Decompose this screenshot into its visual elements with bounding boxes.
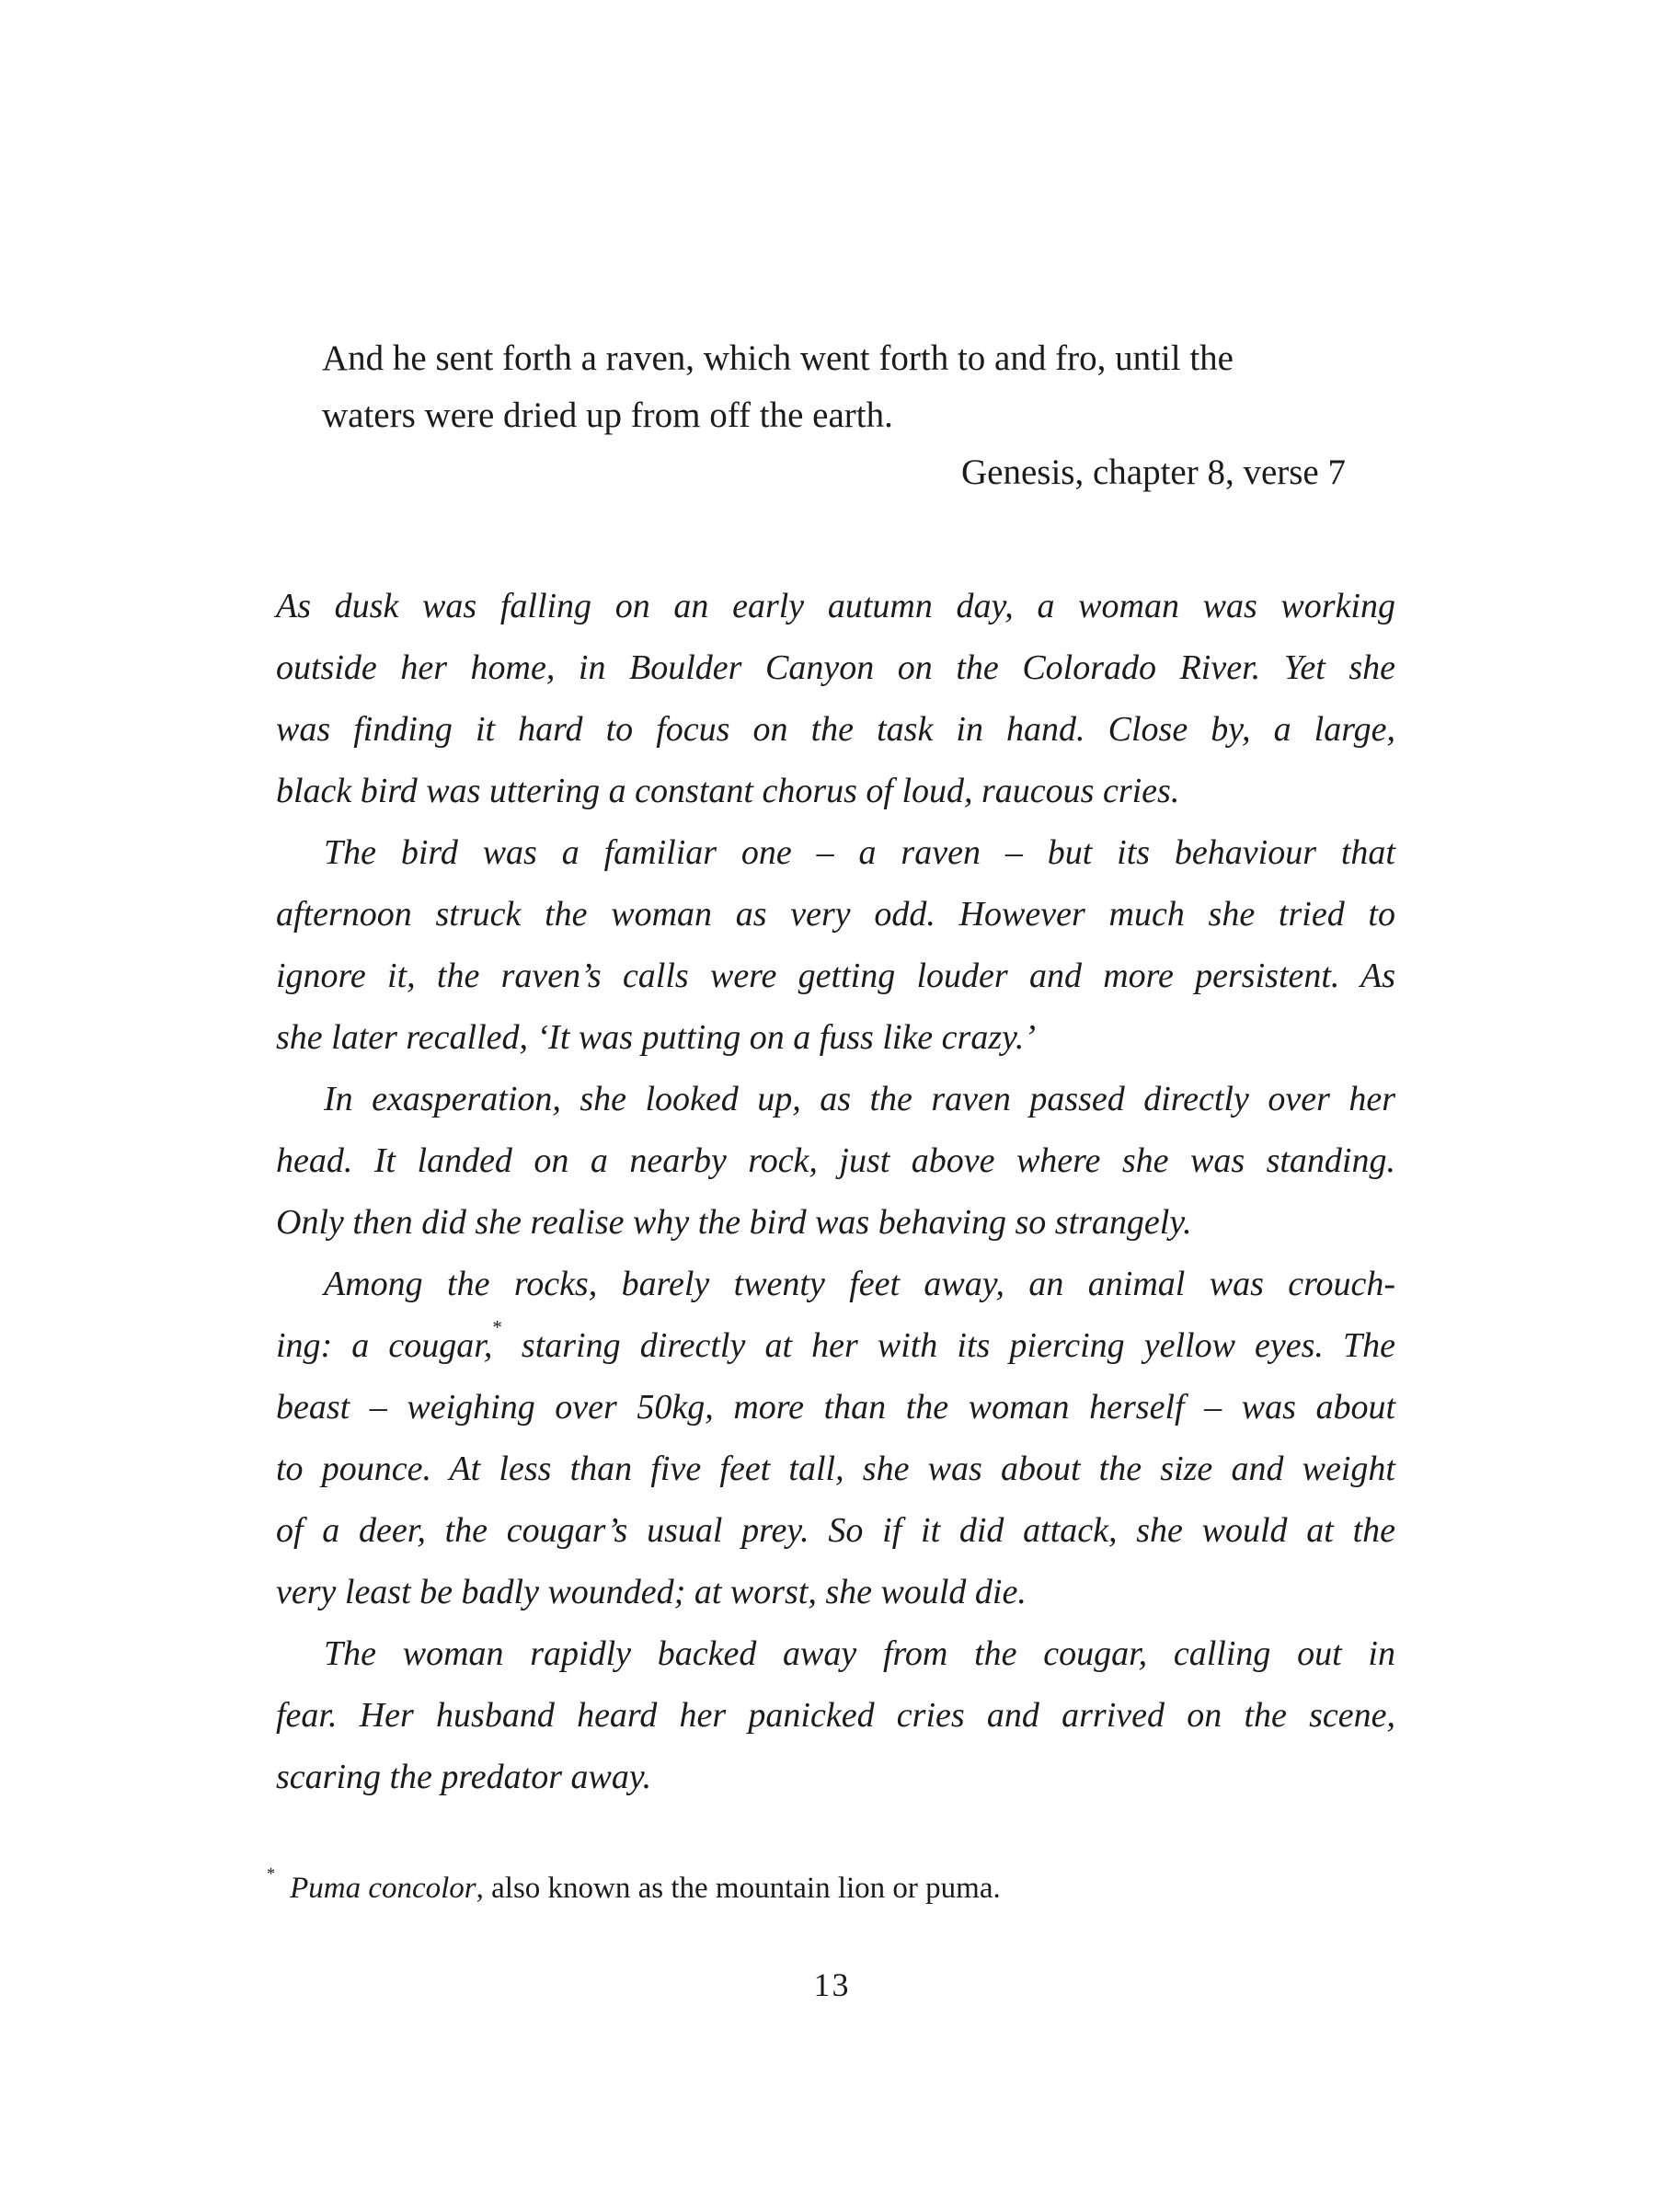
body-line: scaring the predator away. <box>276 1758 652 1796</box>
footnote <box>267 1863 1395 1909</box>
epigraph <box>322 330 1395 501</box>
body-line: was finding it hard to focus on the task in hand. Close by, a large, <box>276 710 1395 749</box>
body-line: As dusk was falling on an early autumn day, a woman was working <box>276 587 1395 625</box>
body-line: she later recalled, ‘It was putting on a fuss like crazy.’ <box>276 1018 1037 1057</box>
epigraph-line: waters were dried up from off the earth. <box>322 395 893 435</box>
epigraph-line: And he sent forth a raven, which went forth to and fro, until the <box>322 338 1234 378</box>
body-line: afternoon struck the woman as very odd. However much she tried to <box>276 895 1395 934</box>
body-line: ignore it, the raven’s calls were getting louder and more persistent. As <box>276 957 1395 995</box>
footnote-marker: * <box>267 1863 276 1883</box>
body-text <box>276 576 1395 1808</box>
body-line-segment: ing: a cougar, <box>276 1326 493 1365</box>
body-line: In exasperation, she looked up, as the raven passed directly over her <box>324 1080 1395 1118</box>
body-line: black bird was uttering a constant chorus of loud, raucous cries. <box>276 772 1180 810</box>
body-line: of a deer, the cougar’s usual prey. So if it did attack, she would at the <box>276 1511 1395 1550</box>
epigraph-attribution: Genesis, chapter 8, verse 7 <box>960 453 1346 492</box>
body-line: fear. Her husband heard her panicked cries and arrived on the scene, <box>276 1696 1395 1735</box>
body-line-segment: staring directly at her with its piercing yellow eyes. The <box>501 1326 1395 1365</box>
footnote-text: , also known as the mountain lion or puma. <box>476 1872 1001 1905</box>
body-line: to pounce. At less than five feet tall, she was about the size and weight <box>276 1450 1395 1488</box>
body-line: beast – weighing over 50kg, more than the woman herself – was about <box>276 1388 1395 1427</box>
body-line: very least be badly wounded; at worst, she would die. <box>276 1573 1027 1611</box>
page-number: 13 <box>813 1966 851 2003</box>
body-line: Among the rocks, barely twenty feet away, an animal was crouch- <box>324 1265 1395 1303</box>
footnote-marker-inline: * <box>492 1315 502 1338</box>
body-line: head. It landed on a nearby rock, just above where she was standing. <box>276 1141 1395 1180</box>
body-line: outside her home, in Boulder Canyon on the Colorado River. Yet she <box>276 648 1395 687</box>
body-line: The bird was a familiar one – a raven – but its behaviour that <box>324 833 1395 872</box>
body-line <box>276 1315 1395 1377</box>
body-line: The woman rapidly backed away from the cougar, calling out in <box>324 1634 1395 1673</box>
footnote-term: Puma concolor <box>290 1872 476 1905</box>
body-line: Only then did she realise why the bird was behaving so strangely. <box>276 1203 1192 1242</box>
